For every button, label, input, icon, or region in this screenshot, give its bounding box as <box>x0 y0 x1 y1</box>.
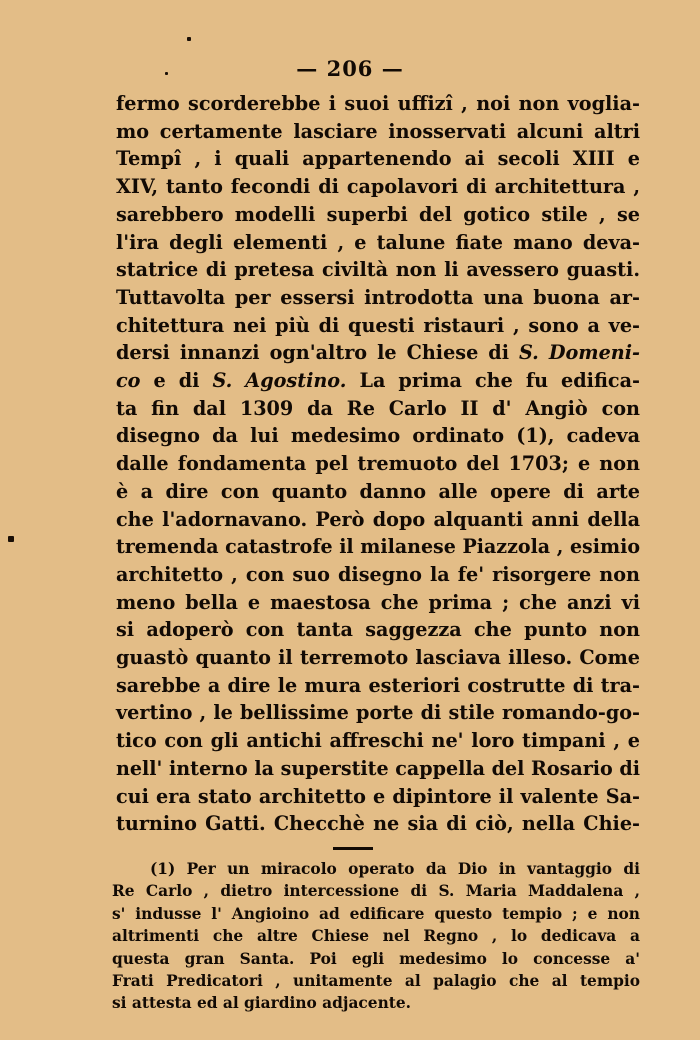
text-line: turnino Gatti. Checchè ne sia di ciò, nella Chie- <box>116 812 640 836</box>
text-line: l'ira degli elementi , e talune fiate mano deva- <box>116 230 640 254</box>
text-line: cui era stato architetto e dipintore il valente Sa- <box>116 784 640 808</box>
footnote <box>112 858 640 1015</box>
text-line: meno bella e maestosa che prima ; che anzi vi <box>116 590 640 614</box>
text-line-with-italic <box>116 339 640 367</box>
text-line: sarebbero modelli superbi del gotico stile , se <box>116 202 640 226</box>
text-line: chitettura nei più di questi ristauri , sono a ve- <box>116 313 640 337</box>
ink-speck <box>8 536 14 542</box>
italic-name: S. Domeni- <box>519 341 640 365</box>
text-line: Tuttavolta per essersi introdotta una buona ar- <box>116 285 640 309</box>
text-line: nell' interno la superstite cappella del Rosario di <box>116 756 640 780</box>
text-line: sarebbe a dire le mura esteriori costrutte di tra- <box>116 673 640 697</box>
text-line-with-italic <box>116 367 640 395</box>
italic-name: co <box>116 369 141 393</box>
text-fragment: e di <box>140 369 213 393</box>
text-line: Tempî , i quali appartenendo ai secoli XIII e <box>116 147 640 171</box>
footnote-line: Frati Predicatori , unitamente al palagio che al tempio <box>112 972 640 991</box>
footnote-separator <box>333 847 373 850</box>
text-line: tico con gli antichi affreschi ne' loro timpani , e <box>116 729 640 753</box>
ink-speck <box>187 37 191 41</box>
text-line: ta fin dal 1309 da Re Carlo II d' Angiò con <box>116 396 640 420</box>
text-line: è a dire con quanto danno alle opere di arte <box>116 479 640 503</box>
text-line: dalle fondamenta pel tremuoto del 1703; e non <box>116 452 640 476</box>
text-line: architetto , con suo disegno la fe' risorgere non <box>116 562 640 586</box>
footnote-line: (1) Per un miracolo operato da Dio in vantaggio di <box>150 860 640 878</box>
text-line: statrice di pretesa civiltà non li avessero guasti. <box>116 258 640 282</box>
text-line: tremenda catastrofe il milanese Piazzola , esimio <box>116 535 640 559</box>
footnote-line: s' indusse l' Angioino ad edificare questo tempio ; e non <box>112 904 640 923</box>
text-line: che l'adornavano. Però dopo alquanti anni della <box>116 507 640 531</box>
italic-name: S. Agostino. <box>212 369 347 393</box>
text-line: disegno da lui medesimo ordinato (1), cadeva <box>116 424 640 448</box>
text-line: XIV, tanto fecondi di capolavori di architettura , <box>116 175 640 199</box>
text-fragment: dersi innanzi ogn'altro le Chiese di <box>116 341 519 365</box>
footnote-line: altrimenti che altre Chiese nel Regno , lo dedicava a <box>112 927 640 946</box>
page-number: — 206 — <box>296 56 404 81</box>
text-line: si adoperò con tanta saggezza che punto non <box>116 618 640 642</box>
footnote-line: Re Carlo , dietro intercessione di S. Maria Maddalena , <box>112 882 640 901</box>
text-fragment: La prima che fu edifica- <box>346 369 640 393</box>
text-line: mo certamente lasciare inosservati alcuni altri <box>116 119 640 143</box>
text-line: guastò quanto il terremoto lasciava illeso. Come <box>116 646 640 670</box>
body-text <box>116 90 640 838</box>
text-line: vertino , le bellissime porte di stile romando-go- <box>116 701 640 725</box>
footnote-line: questa gran Santa. Poi egli medesimo lo concesse a' <box>112 949 640 968</box>
text-line: fermo scorderebbe i suoi uffizî , noi non voglia- <box>116 92 640 115</box>
footnote-line: si attesta ed al giardino adjacente. <box>112 994 412 1013</box>
